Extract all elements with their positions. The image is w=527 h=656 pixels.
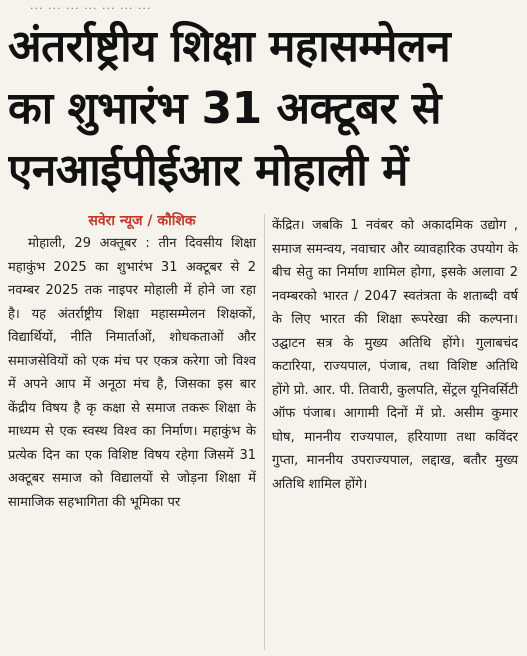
article-text-left: मोहाली, 29 अक्तूबर : तीन दिवसीय शिक्षा महाकुंभ 2025 का शुभारंभ 31 अक्टूबर से 2 नवम्बर 2025 तक नाइपर मोहाली में होने जा रहा है। यह अंतर्राष्ट्रीय शिक्षा महासम्मेलन शिक्षकों, विद्यार्थियों, नीति निमार्ताओं, शोधकताओं और समाजसेवियों को एक मंच पर एकत्र करेगा जो विश्व में अपने आप में अनूठा मंच है, जिसका इस बार केंद्रीय विषय है कृ कक्षा से समाज तकरू शिक्षा के माध्यम से एक स्वस्थ विश्व का निर्माण। महाकुंभ के प्रत्येक दिन का एक विशिष्ट विषय रहेगा जिसमें 31 अक्टूबर समाज को विद्यालयों से जोड़ना शिक्षा में सामाजिक सहभागिता की भूमिका पर	[8, 236, 256, 510]
article-text-right: केंद्रित। जबकि 1 नवंबर को अकादमिक उद्योग , समाज समन्वय, नवाचार और व्यावहारिक उपयोग के बीच सेतु का निर्माण शामिल होगा, इसके अलावा 2 नवम्बरको भारत / 2047 स्वतंत्रता के शताब्दी वर्ष के लिए भारत की शिक्षा रूपरेखा की कल्पना। उद्घाटन सत्र के मुख्य अतिथि होंगे। गुलाबचंद कटारिया, राज्यपाल, पंजाब, तथा विशिष्ट अतिथि होंगे प्रो. आर. पी. तिवारी, कुलपति, सेंट्रल यूनिवर्सिटी ऑफ पंजाब। आगामी दिनों में प्रो. असीम कुमार घोष, माननीय राज्यपाल, हरियाणा तथा कविंदर गुप्ता, माननीय उपराज्यपाल, लद्दाख, बतौर मुख्य अतिथि शामिल होंगे।	[272, 218, 518, 492]
byline: सवेरा न्यूज / कौशिक	[88, 213, 196, 229]
article-column-left	[8, 210, 256, 514]
headline	[8, 16, 520, 202]
cut-off-text-strip: ... ... ... ... ... ... ...	[30, 0, 152, 12]
article-column-right	[272, 214, 518, 496]
article-body	[8, 210, 518, 652]
column-divider	[264, 214, 265, 650]
headline-line-2: का शुभारंभ 31 अक्टूबर से	[8, 83, 442, 134]
headline-line-1: अंतर्राष्ट्रीय शिक्षा महासम्मेलन	[8, 21, 451, 72]
headline-line-3: एनआईपीईआर मोहाली में	[8, 145, 408, 196]
